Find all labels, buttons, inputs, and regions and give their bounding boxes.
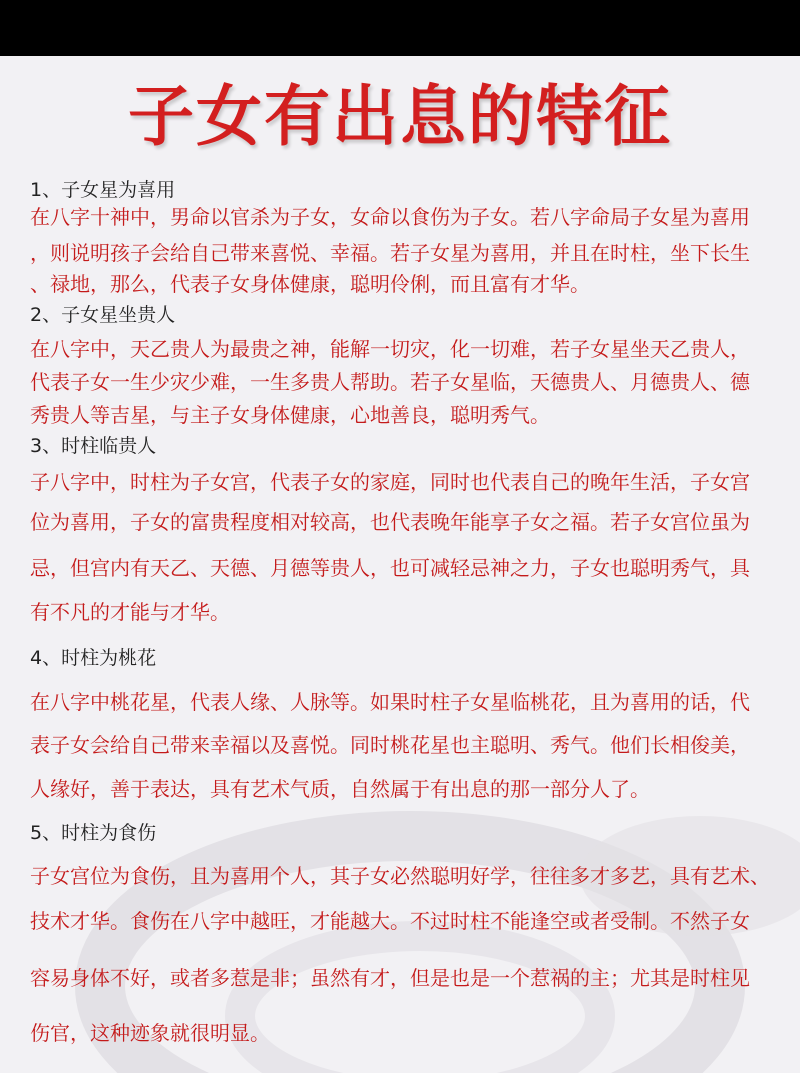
section-5-heading: 5、时柱为食伤 bbox=[30, 822, 157, 844]
section-2-heading: 2、子女星坐贵人 bbox=[30, 304, 176, 326]
section-2-line-3: 秀贵人等吉星，与主子女身体健康，心地善良，聪明秀气。 bbox=[30, 403, 550, 427]
section-3-line-4: 有不凡的才能与才华。 bbox=[30, 600, 230, 624]
section-3-line-3: 忌，但宫内有天乙、天德、月德等贵人，也可减轻忌神之力，子女也聪明秀气，具 bbox=[30, 556, 750, 580]
section-3-line-2: 位为喜用，子女的富贵程度相对较高，也代表晚年能享子女之福。若子女宫位虽为 bbox=[30, 510, 750, 534]
section-1-line-3: 、禄地，那么，代表子女身体健康，聪明伶俐，而且富有才华。 bbox=[30, 272, 590, 296]
top-black-bar bbox=[0, 0, 800, 56]
section-2-line-1: 在八字中，天乙贵人为最贵之神，能解一切灾，化一切难，若子女星坐天乙贵人， bbox=[30, 337, 750, 361]
section-4-line-1: 在八字中桃花星，代表人缘、人脉等。如果时柱子女星临桃花，且为喜用的话，代 bbox=[30, 690, 750, 714]
section-5-line-4: 伤官，这种迹象就很明显。 bbox=[30, 1021, 270, 1045]
section-1-line-2: ，则说明孩子会给自己带来喜悦、幸福。若子女星为喜用，并且在时柱，坐下长生 bbox=[30, 241, 750, 265]
section-1-heading: 1、子女星为喜用 bbox=[30, 179, 176, 201]
section-5-line-2: 技术才华。食伤在八字中越旺，才能越大。不过时柱不能逢空或者受制。不然子女 bbox=[30, 909, 750, 933]
section-4-line-2: 表子女会给自己带来幸福以及喜悦。同时桃花星也主聪明、秀气。他们长相俊美， bbox=[30, 733, 750, 757]
section-5-line-1: 子女宫位为食伤，且为喜用个人，其子女必然聪明好学，往往多才多艺，具有艺术、 bbox=[30, 864, 770, 888]
section-2-line-2: 代表子女一生少灾少难，一生多贵人帮助。若子女星临，天德贵人、月德贵人、德 bbox=[30, 370, 750, 394]
page-title: 子女有出息的特征 bbox=[128, 78, 672, 155]
section-3-heading: 3、时柱临贵人 bbox=[30, 435, 157, 457]
section-1-line-1: 在八字十神中，男命以官杀为子女，女命以食伤为子女。若八字命局子女星为喜用 bbox=[30, 205, 750, 229]
section-3-line-1: 子八字中，时柱为子女宫，代表子女的家庭，同时也代表自己的晚年生活，子女宫 bbox=[30, 470, 750, 494]
section-4-heading: 4、时柱为桃花 bbox=[30, 647, 157, 669]
section-5-line-3: 容易身体不好，或者多惹是非；虽然有才，但是也是一个惹祸的主；尤其是时柱见 bbox=[30, 966, 750, 990]
section-4-line-3: 人缘好，善于表达，具有艺术气质，自然属于有出息的那一部分人了。 bbox=[30, 777, 650, 801]
